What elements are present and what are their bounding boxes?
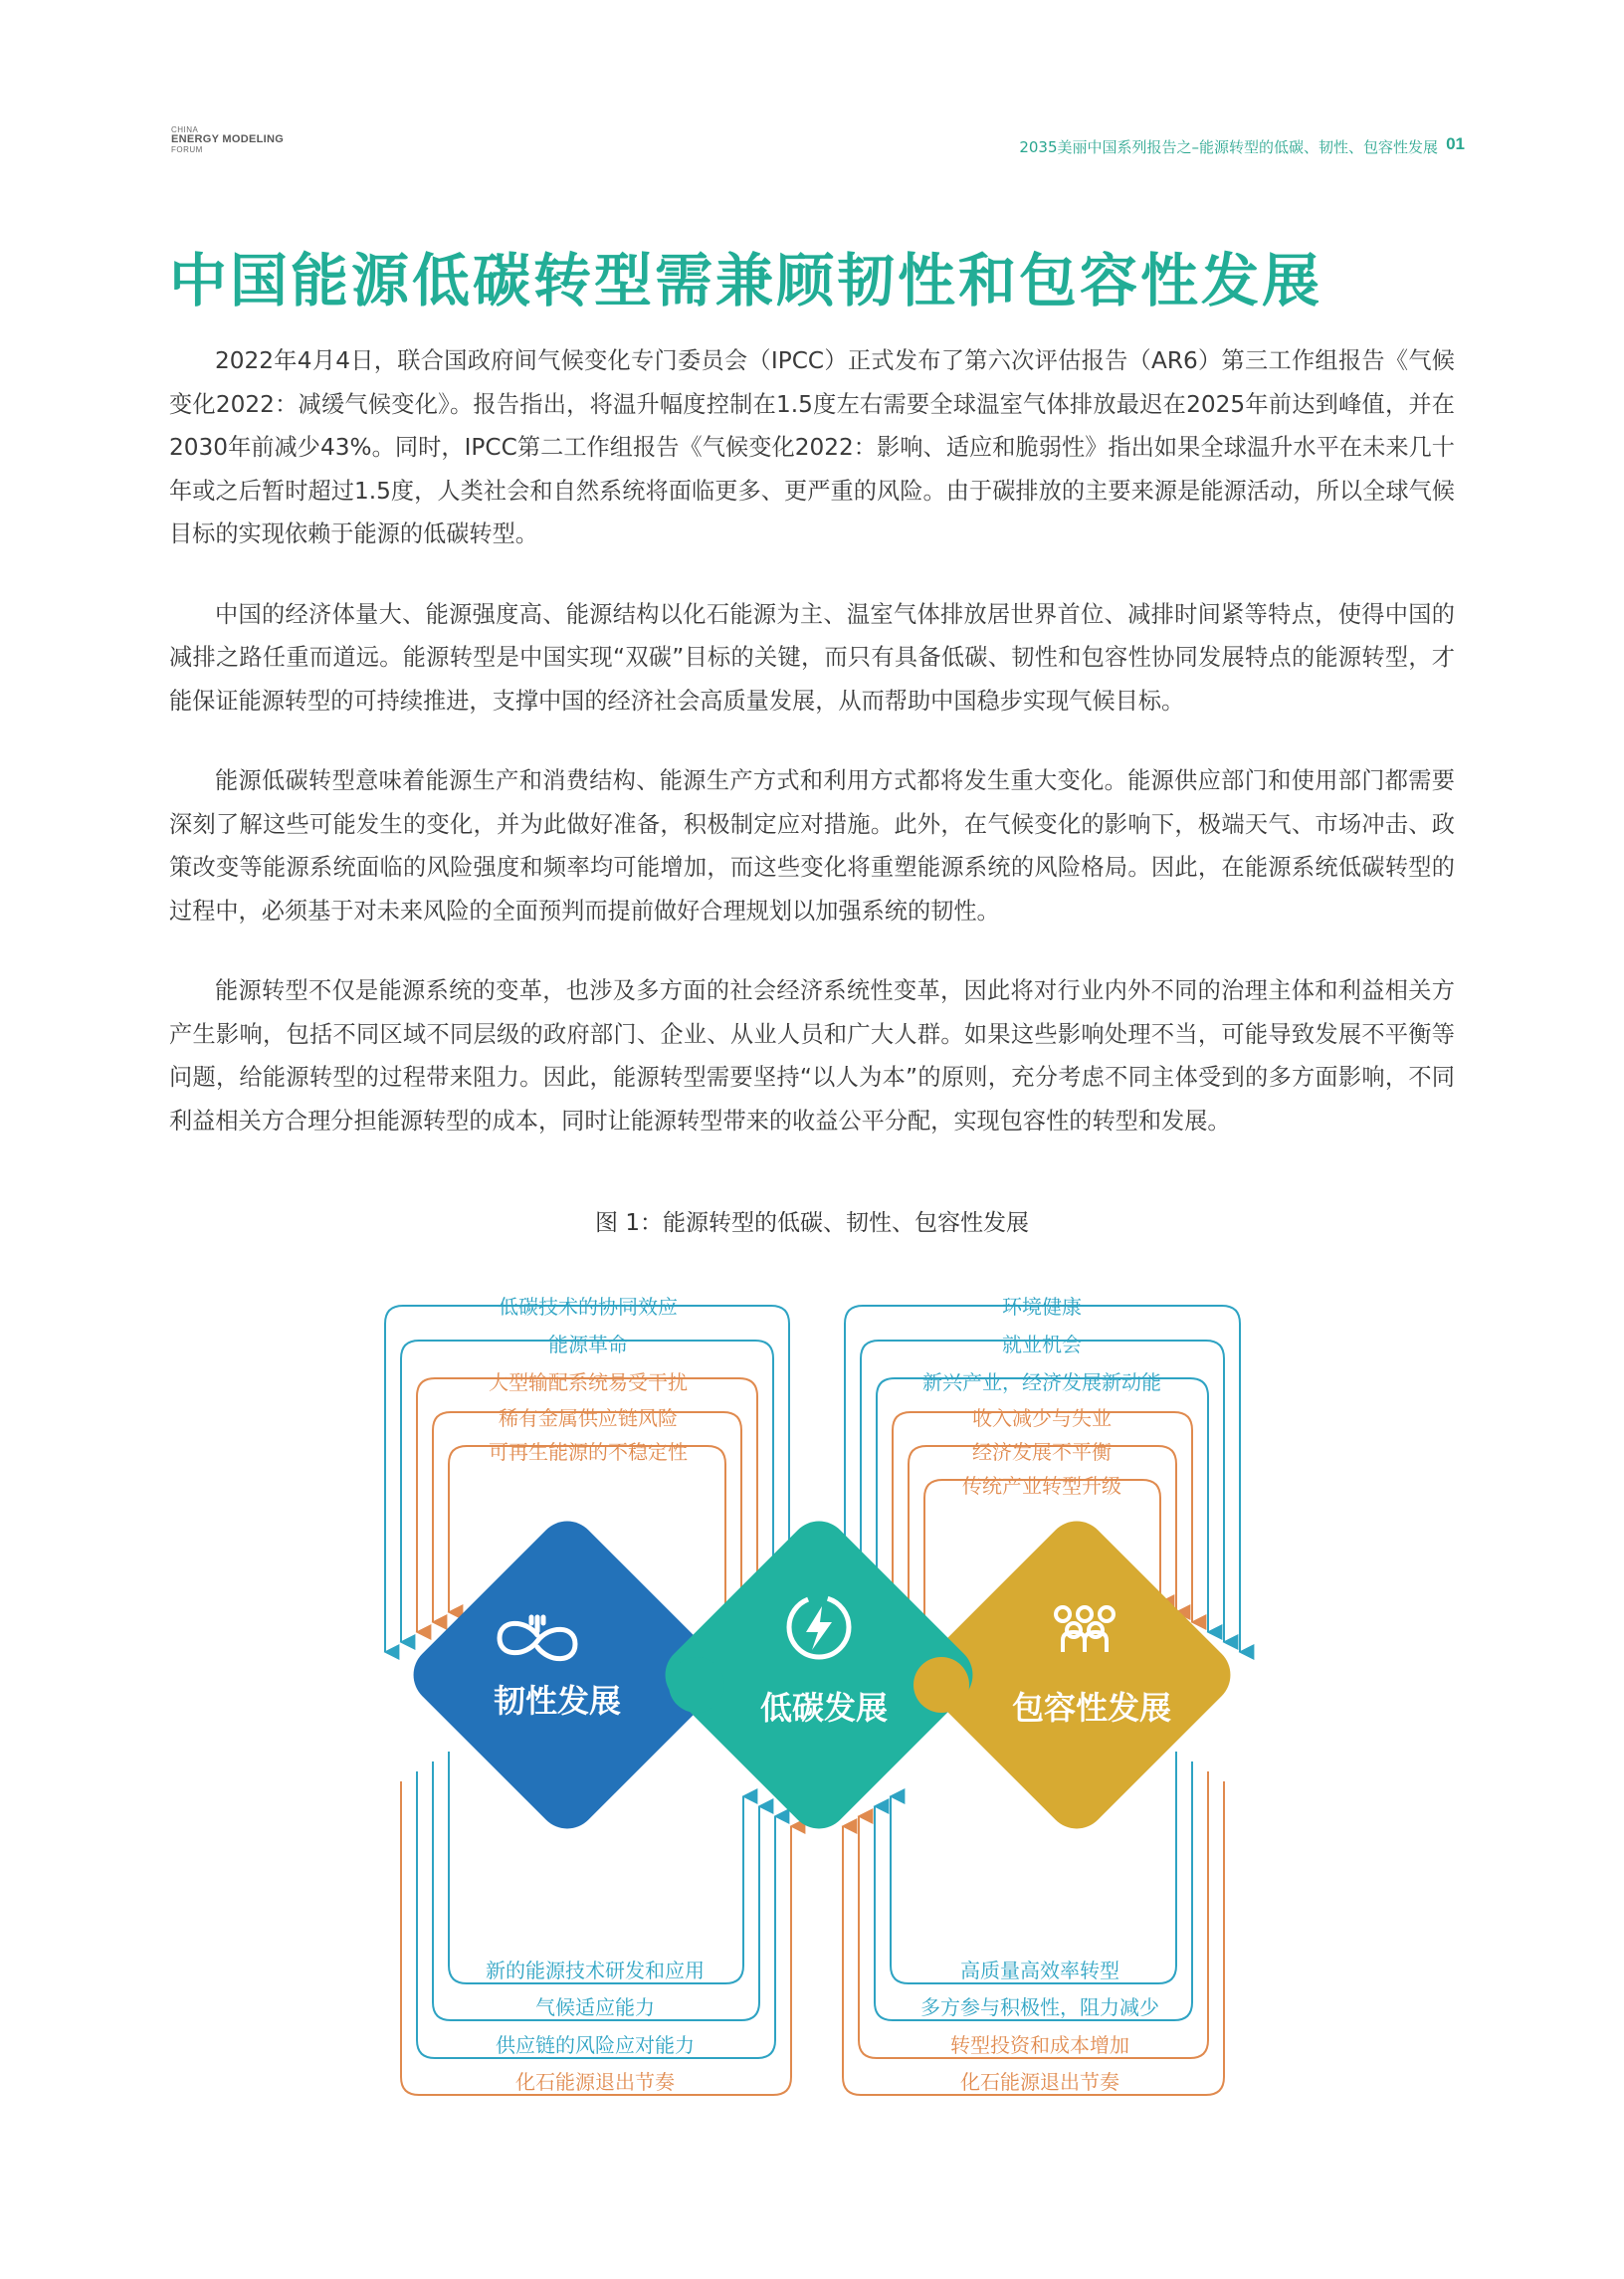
figure-caption: 图 1：能源转型的低碳、韧性、包容性发展 (595, 1210, 1029, 1236)
label-left-top-1: 低碳技术的协同效应 (499, 1295, 678, 1319)
hub-label-inclusive: 包容性发展 (1011, 1689, 1172, 1727)
label-left-top-2: 能源革命 (548, 1333, 628, 1356)
page-number: 01 (1446, 134, 1465, 153)
label-left-bottom-4: 化石能源退出节奏 (515, 2070, 675, 2094)
label-left-top-3: 大型输配系统易受干扰 (489, 1370, 688, 1394)
low-carbon-hub (653, 1509, 985, 1841)
hub-label-resilience: 韧性发展 (493, 1682, 622, 1720)
paragraph-1: 2022年4月4日，联合国政府间气候变化专门委员会（IPCC）正式发布了第六次评估报告（AR6）第三工作组报告《气候变化2022：减缓气候变化》。报告指出，将温升幅度控制在1.5度左右需要全球温室气体排放最迟在2025年前达到峰值，并在2030年前减少43%。同时，IPCC第二工作组报告《气候变化2022：影响、适应和脆弱性》指出如果全球温升水平在未来几十年或之后暂时超过1.5度，人类社会和自然系统将面临更多、更严重的风险。由于碳排放的主要来源是能源活动，所以全球气候目标的实现依赖于能源的低碳转型。 (169, 347, 1455, 547)
label-left-bottom-2: 气候适应能力 (535, 1995, 655, 2019)
label-left-bottom-3: 供应链的风险应对能力 (496, 2033, 695, 2057)
label-right-top-6: 传统产业转型升级 (962, 1474, 1121, 1498)
label-left-bottom-1: 新的能源技术研发和应用 (486, 1959, 705, 1982)
label-right-top-5: 经济发展不平衡 (972, 1440, 1112, 1464)
paragraph-4: 能源转型不仅是能源系统的变革，也涉及多方面的社会经济系统性变革，因此将对行业内外不同的治理主体和利益相关方产生影响，包括不同区域不同层级的政府部门、企业、从业人员和广大人群。如果这些影响处理不当，可能导致发展不平衡等问题，给能源转型的过程带来阻力。因此，能源转型需要坚持“以人为本”的原则，充分考虑不同主体受到的多方面影响，不同利益相关方合理分担能源转型的成本，同时让能源转型带来的收益公平分配，实现包容性的转型和发展。 (169, 977, 1455, 1135)
hub-label-low-carbon: 低碳发展 (759, 1689, 889, 1727)
label-right-bottom-1: 高质量高效率转型 (960, 1959, 1119, 1982)
paragraph-2: 中国的经济体量大、能源强度高、能源结构以化石能源为主、温室气体排放居世界首位、减排时间紧等特点，使得中国的减排之路任重而道远。能源转型是中国实现“双碳”目标的关键，而只有具备低碳、韧性和包容性协同发展特点的能源转型，才能保证能源转型的可持续推进，支撑中国的经济社会高质量发展，从而帮助中国稳步实现气候目标。 (169, 600, 1455, 715)
logo-line-energy-modeling: ENERGY MODELING (171, 133, 285, 146)
logo-line-forum: FORUM (171, 144, 203, 154)
page-title: 中国能源低碳转型需兼顾韧性和包容性发展 (169, 247, 1323, 314)
label-left-top-4: 稀有金属供应链风险 (499, 1406, 678, 1430)
label-right-top-4: 收入减少与失业 (972, 1406, 1112, 1430)
label-right-bottom-4: 化石能源退出节奏 (960, 2070, 1119, 2094)
label-right-top-2: 就业机会 (1002, 1333, 1082, 1356)
logo-line-china: CHINA (171, 125, 199, 134)
label-right-bottom-3: 转型投资和成本增加 (950, 2033, 1129, 2057)
label-right-top-1: 环境健康 (1002, 1295, 1082, 1319)
label-right-bottom-2: 多方参与积极性，阻力减少 (920, 1995, 1159, 2019)
label-right-top-3: 新兴产业，经济发展新动能 (922, 1370, 1161, 1394)
label-left-top-5: 可再生能源的不稳定性 (489, 1440, 688, 1464)
paragraph-3: 能源低碳转型意味着能源生产和消费结构、能源生产方式和利用方式都将发生重大变化。能源供应部门和使用部门都需要深刻了解这些可能发生的变化，并为此做好准备，积极制定应对措施。此外，在气候变化的影响下，极端天气、市场冲击、政策改变等能源系统面临的风险强度和频率均可能增加，而这些变化将重塑能源系统的风险格局。因此，在能源系统低碳转型的过程中，必须基于对未来风险的全面预判而提前做好合理规划以加强系统的韧性。 (169, 767, 1455, 925)
running-header-title: 2035美丽中国系列报告之–能源转型的低碳、韧性、包容性发展 (1019, 138, 1438, 156)
